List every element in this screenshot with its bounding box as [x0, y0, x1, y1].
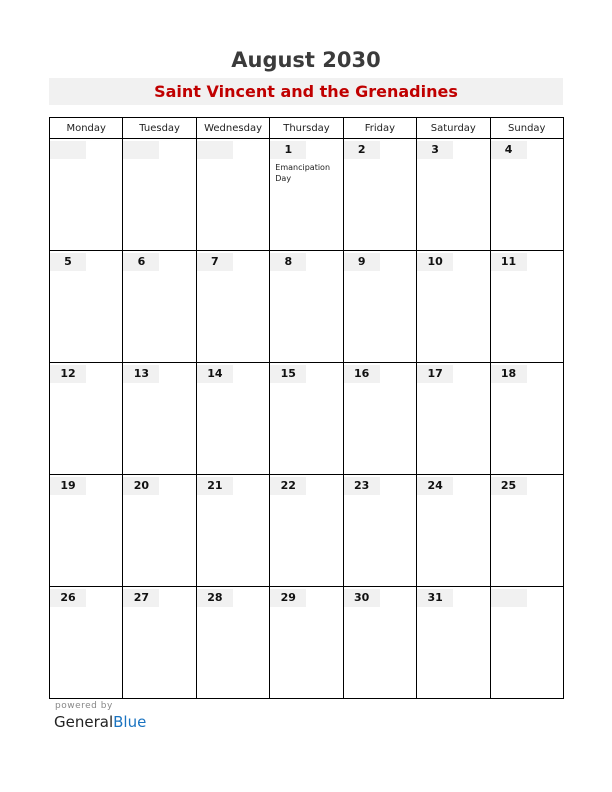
day-number: 7: [197, 253, 233, 271]
day-cell: [270, 363, 343, 475]
day-cell: [490, 363, 563, 475]
day-cell: [50, 251, 123, 363]
day-cell: [417, 475, 490, 587]
weekday-header: Monday: [50, 118, 123, 139]
day-cell: [343, 363, 416, 475]
week-row: [50, 251, 564, 363]
weekday-header: Thursday: [270, 118, 343, 139]
day-cell: [196, 587, 269, 699]
day-cell: [123, 475, 196, 587]
day-cell: [50, 587, 123, 699]
day-cell: [490, 587, 563, 699]
day-number: 21: [197, 477, 233, 495]
day-number: 28: [197, 589, 233, 607]
day-cell: [417, 251, 490, 363]
day-cell: [196, 363, 269, 475]
day-number: 6: [123, 253, 159, 271]
day-cell: [417, 363, 490, 475]
day-number: 10: [417, 253, 453, 271]
day-number: 24: [417, 477, 453, 495]
day-cell: [490, 251, 563, 363]
day-cell: [196, 251, 269, 363]
weekday-header: Saturday: [417, 118, 490, 139]
day-number: 20: [123, 477, 159, 495]
day-number: 11: [491, 253, 527, 271]
day-number: 1: [270, 141, 306, 159]
weekday-header: Tuesday: [123, 118, 196, 139]
day-cell: [343, 475, 416, 587]
day-cell: [417, 139, 490, 251]
day-cell: [123, 363, 196, 475]
day-cell: [270, 587, 343, 699]
day-cell: [343, 251, 416, 363]
weekday-header: Wednesday: [196, 118, 269, 139]
day-number: 18: [491, 365, 527, 383]
country-name: Saint Vincent and the Grenadines: [154, 82, 458, 101]
week-row: [50, 139, 564, 251]
day-cell: [123, 139, 196, 251]
country-banner: [49, 78, 563, 105]
brand-general-text: General: [54, 713, 114, 731]
day-number: 4: [491, 141, 527, 159]
day-cell: [270, 139, 343, 251]
day-number: [50, 141, 86, 159]
day-cell: [196, 475, 269, 587]
day-number: 2: [344, 141, 380, 159]
day-number: [491, 589, 527, 607]
weekday-header: Sunday: [490, 118, 563, 139]
day-number: 13: [123, 365, 159, 383]
day-number: 22: [270, 477, 306, 495]
day-number: 5: [50, 253, 86, 271]
day-number: [123, 141, 159, 159]
day-cell: [270, 475, 343, 587]
day-number: 16: [344, 365, 380, 383]
day-number: 12: [50, 365, 86, 383]
day-number: 9: [344, 253, 380, 271]
day-number: 26: [50, 589, 86, 607]
day-cell: [490, 475, 563, 587]
day-number: 15: [270, 365, 306, 383]
day-cell: [343, 587, 416, 699]
day-number: 27: [123, 589, 159, 607]
calendar-title: August 2030: [231, 48, 381, 72]
day-number: 3: [417, 141, 453, 159]
week-row: [50, 587, 564, 699]
day-number: [197, 141, 233, 159]
day-cell: [50, 363, 123, 475]
day-cell: [123, 587, 196, 699]
brand-blue-text: Blue: [113, 713, 147, 731]
day-cell: [270, 251, 343, 363]
day-number: 29: [270, 589, 306, 607]
day-number: 19: [50, 477, 86, 495]
day-cell: [196, 139, 269, 251]
day-cell: [417, 587, 490, 699]
calendar-grid: [49, 117, 564, 699]
weekday-header-row: [50, 118, 564, 139]
day-cell: [50, 475, 123, 587]
powered-by-label: powered by: [55, 701, 113, 711]
weekday-header: Friday: [343, 118, 416, 139]
day-number: 31: [417, 589, 453, 607]
day-number: 30: [344, 589, 380, 607]
week-row: [50, 363, 564, 475]
day-number: 25: [491, 477, 527, 495]
week-row: [50, 475, 564, 587]
day-cell: [123, 251, 196, 363]
day-number: 23: [344, 477, 380, 495]
generalblue-logo[interactable]: [54, 713, 146, 731]
day-number: 14: [197, 365, 233, 383]
day-number: 8: [270, 253, 306, 271]
holiday-label: Emancipation Day: [275, 163, 331, 183]
day-cell: [50, 139, 123, 251]
day-cell: [490, 139, 563, 251]
day-cell: [343, 139, 416, 251]
day-number: 17: [417, 365, 453, 383]
